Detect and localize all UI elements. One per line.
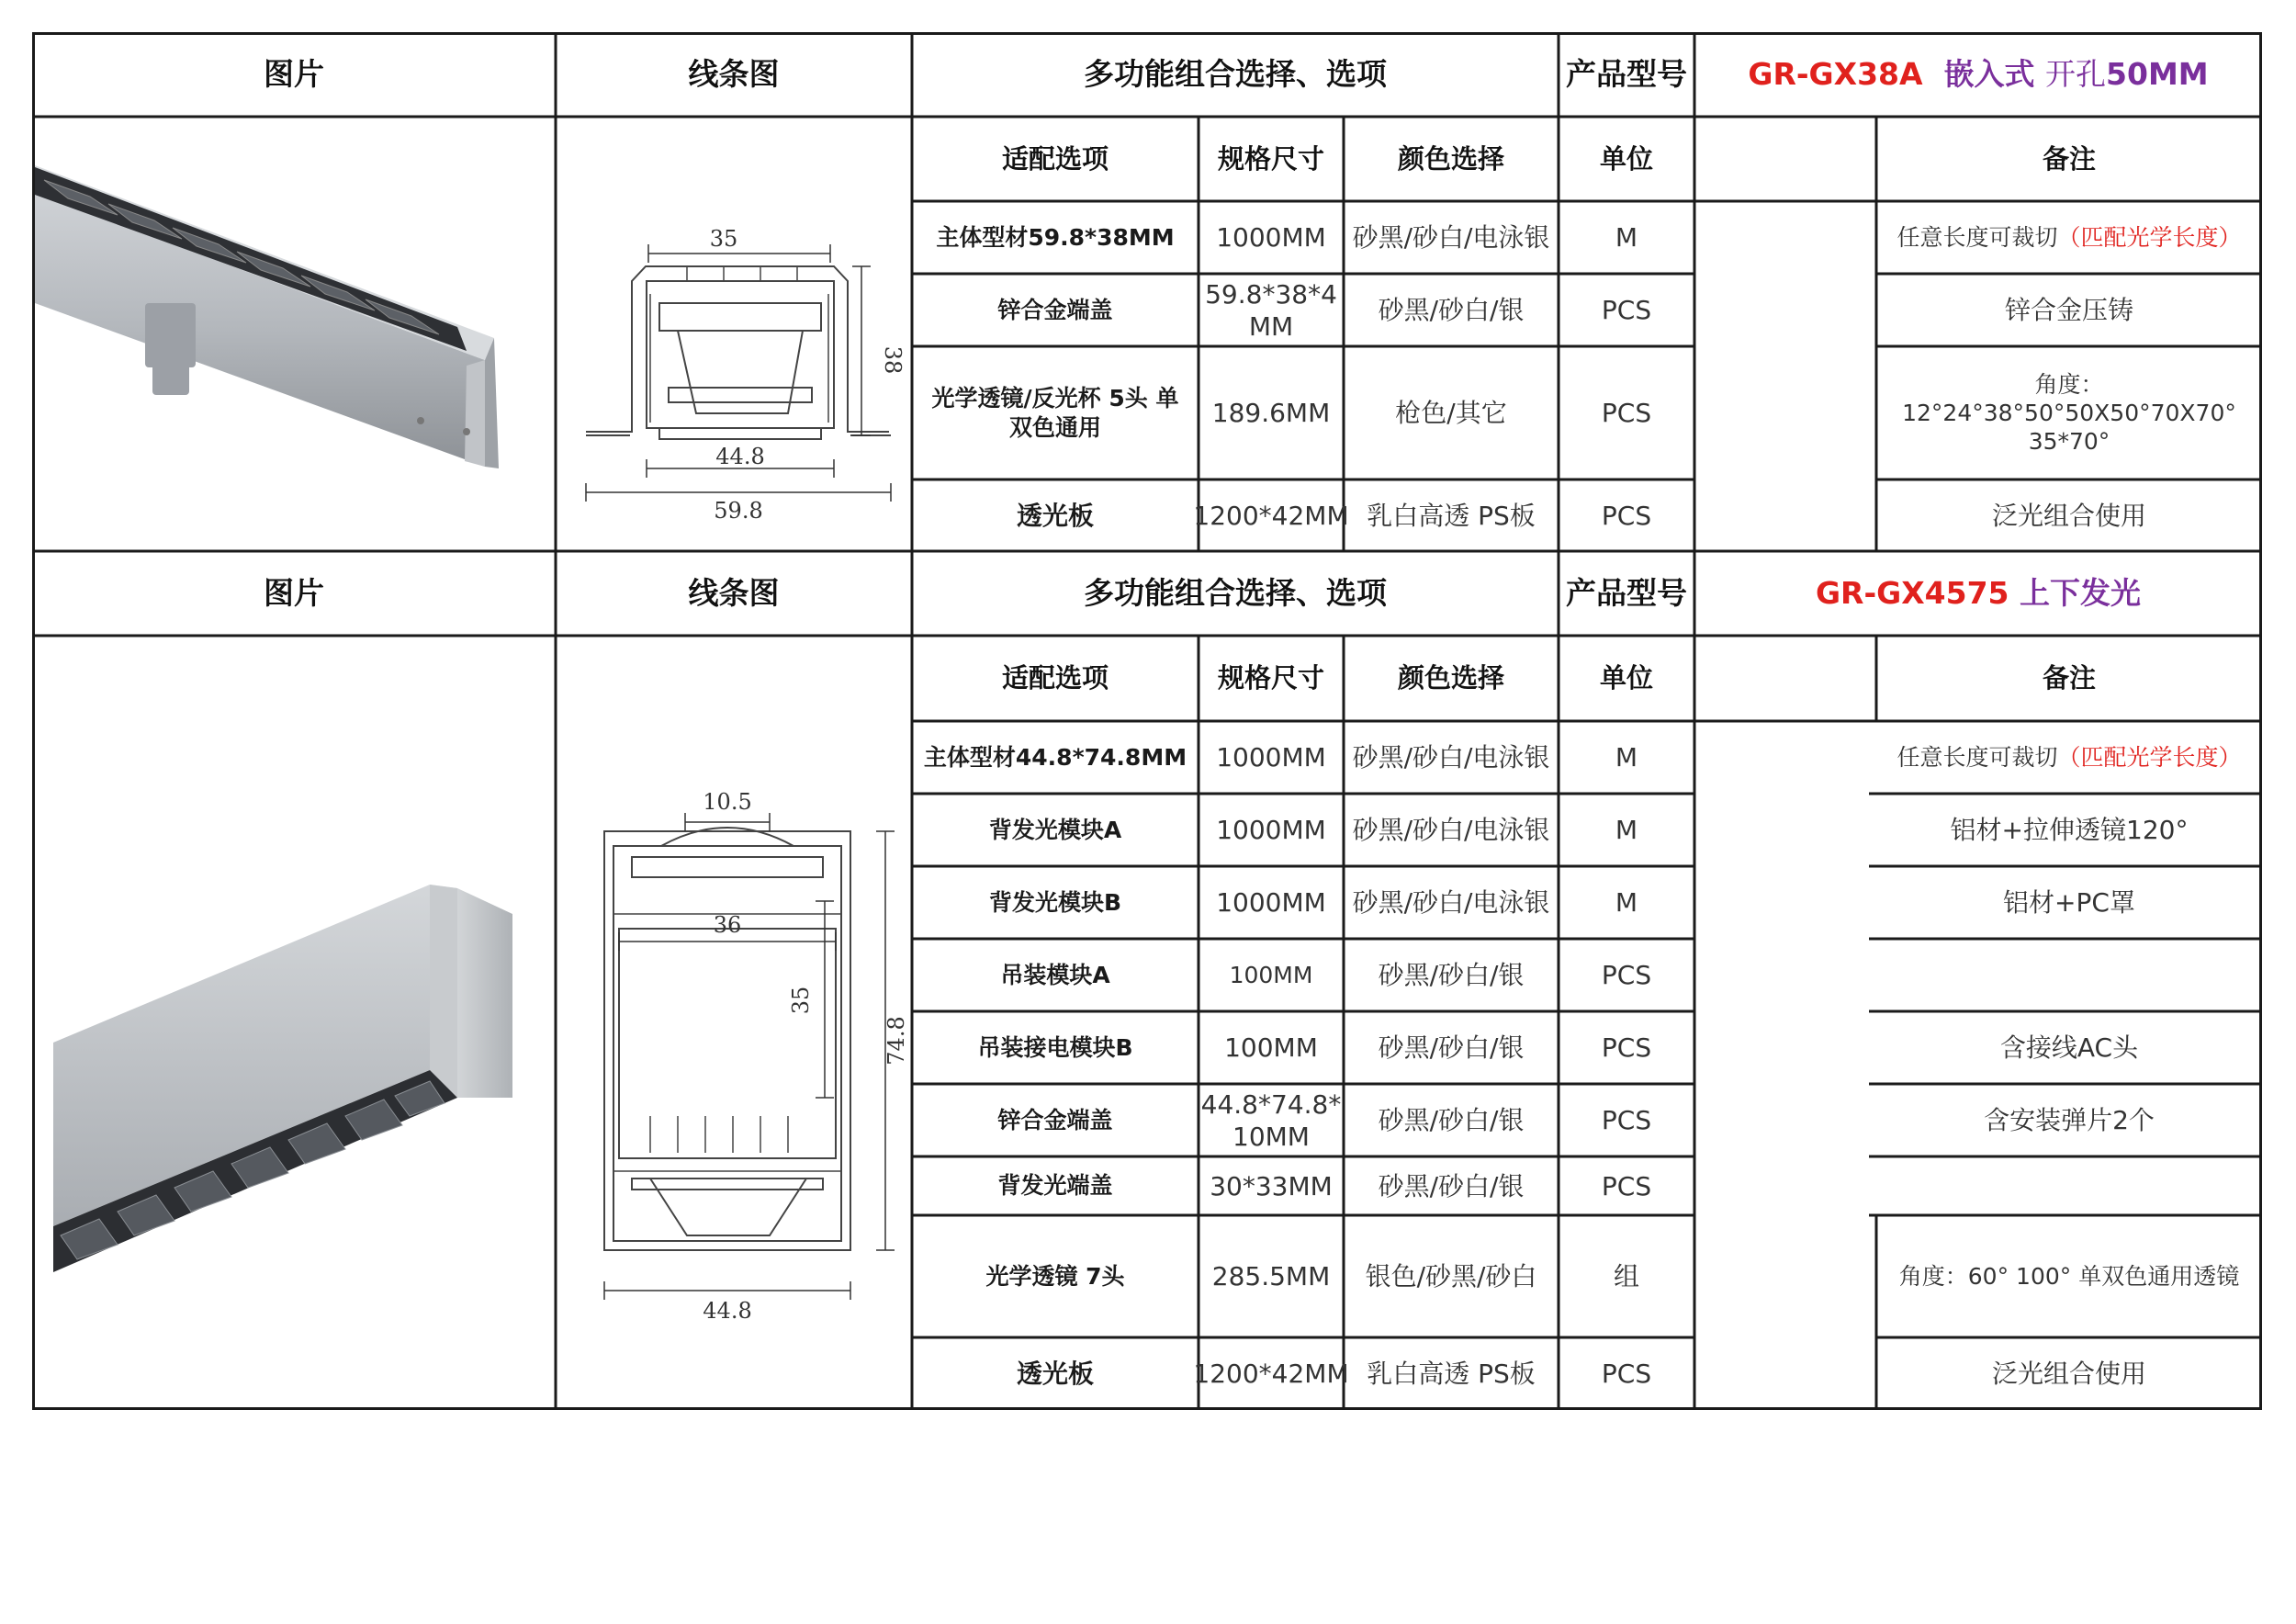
s2-row3-note: 铝材+PC罩 [2003, 887, 2135, 918]
col-color-2: 颜色选择 [1397, 662, 1504, 694]
col-size-2: 规格尺寸 [1217, 662, 1324, 694]
s1-row3-fit: 光学透镜/反光杯 5头 单双色通用 [931, 385, 1179, 441]
s1-row1-color: 砂黑/砂白/电泳银 [1352, 222, 1550, 253]
s1-row1-size: 1000MM [1216, 222, 1326, 253]
s2-row4-unit: PCS [1601, 960, 1652, 990]
s2-row8-size: 285.5MM [1211, 1261, 1331, 1291]
col-unit-1: 单位 [1599, 142, 1653, 175]
s2-row6-unit: PCS [1601, 1105, 1652, 1135]
s2-row9-fit: 透光板 [1016, 1359, 1094, 1389]
s1-row2-unit: PCS [1601, 295, 1652, 325]
model-code: GR-GX38A [1748, 56, 1923, 93]
col-unit-2: 单位 [1599, 662, 1653, 694]
model-title-2 [1694, 551, 2262, 636]
s2-row5-fit: 吊装接电模块B [977, 1033, 1133, 1061]
dim-top-2: 10.5 [703, 789, 752, 815]
header-options: 多功能组合选择、选项 [1084, 56, 1387, 93]
s2-row3-unit: M [1615, 887, 1638, 918]
s2-row2-note: 铝材+拉伸透镜120° [1950, 815, 2189, 845]
s2-row5-unit: PCS [1601, 1032, 1652, 1063]
s2-row9-color: 乳白高透 PS板 [1367, 1359, 1536, 1389]
s1-row3-note-a: 角度： [2034, 370, 2104, 398]
s2-row1-fit: 主体型材44.8*74.8MM [923, 743, 1187, 771]
s2-row6-color: 砂黑/砂白/银 [1378, 1105, 1525, 1135]
spec-sheet [32, 32, 2262, 1410]
s2-row5-color: 砂黑/砂白/银 [1378, 1032, 1525, 1063]
s1-row2-color: 砂黑/砂白/银 [1378, 295, 1525, 325]
s1-row3-unit: PCS [1601, 398, 1652, 428]
s2-row3-fit: 背发光模块B [988, 888, 1122, 916]
s2-row9-size: 1200*42MM [1193, 1359, 1349, 1389]
s2-row2-size: 1000MM [1216, 815, 1326, 845]
header-options-2: 多功能组合选择、选项 [1084, 575, 1387, 612]
s2-row9-unit: PCS [1601, 1359, 1652, 1389]
s1-row4-color: 乳白高透 PS板 [1367, 500, 1536, 531]
s1-row3-note-b: 12°24°38°50°50X50°70X70° [1902, 399, 2236, 426]
s2-row5-size: 100MM [1224, 1032, 1318, 1063]
dim-top: 35 [709, 226, 738, 252]
s2-row2-fit: 背发光模块A [988, 816, 1122, 843]
dim-height: 38 [880, 345, 906, 375]
s1-row3-color: 枪色/其它 [1395, 398, 1507, 428]
col-note-2: 备注 [2042, 662, 2096, 694]
header-image: 图片 [264, 56, 324, 93]
s2-row7-size: 30*33MM [1210, 1170, 1333, 1201]
s2-row1-note-red: （匹配光学长度） [2057, 743, 2242, 771]
s2-row8-fit: 光学透镜 7头 [985, 1262, 1125, 1290]
s2-row9-note: 泛光组合使用 [1991, 1359, 2146, 1389]
s1-row1-fit: 主体型材59.8*38MM [936, 223, 1175, 251]
s2-row4-color: 砂黑/砂白/银 [1378, 960, 1525, 990]
product-photo-2 [35, 638, 554, 1408]
s1-row3-size: 189.6MM [1211, 398, 1331, 428]
s1-row4-unit: PCS [1601, 500, 1652, 531]
header-drawing-2: 线条图 [688, 575, 780, 612]
product-photo-1 [35, 119, 554, 549]
s2-row1-note-text: 任意长度可裁切 [1896, 743, 2058, 771]
header-image-2: 图片 [264, 575, 324, 612]
s1-row1-note-text: 任意长度可裁切 [1896, 223, 2058, 251]
s2-row8-unit: 组 [1613, 1261, 1639, 1291]
s2-row7-fit: 背发光端盖 [997, 1172, 1113, 1200]
col-fit-2: 适配选项 [1001, 662, 1109, 694]
s2-row1-size: 1000MM [1216, 742, 1326, 773]
header-model-label-2: 产品型号 [1566, 575, 1687, 612]
line-drawing-1 [558, 119, 909, 549]
line-drawing-2 [558, 638, 909, 1408]
dim-inner: 44.8 [715, 444, 765, 469]
s2-row7-color: 砂黑/砂白/银 [1378, 1170, 1525, 1201]
header-model-label: 产品型号 [1566, 56, 1687, 93]
dim-inner-h: 35 [788, 986, 814, 1015]
s2-row2-color: 砂黑/砂白/电泳银 [1352, 815, 1550, 845]
s1-row2-note: 锌合金压铸 [2004, 295, 2133, 325]
s1-row3-note [1876, 346, 2262, 479]
s2-row6-fit: 锌合金端盖 [997, 1106, 1113, 1133]
s2-row1-note [1876, 721, 2262, 794]
s2-row7-note [1876, 1156, 2262, 1215]
s2-row6-note: 含安装弹片2个 [1984, 1105, 2155, 1135]
s1-row2-size: 59.8*38*4 MM [1205, 278, 1337, 342]
s2-row3-size: 1000MM [1216, 887, 1326, 918]
model-code-2: GR-GX4575 [1815, 575, 2009, 612]
s1-row4-size: 1200*42MM [1193, 500, 1349, 531]
dim-width-2: 44.8 [703, 1298, 752, 1324]
s1-row1-note-red: （匹配光学长度） [2057, 223, 2242, 251]
s1-row4-fit: 透光板 [1016, 500, 1094, 531]
s2-row8-color: 银色/砂黑/砂白 [1365, 1261, 1537, 1291]
s2-row3-color: 砂黑/砂白/电泳银 [1352, 887, 1550, 918]
dim-outer: 59.8 [714, 498, 763, 524]
s2-row8-note: 角度：60° 100° 单双色通用透镜 [1898, 1262, 2240, 1290]
dim-inner-w: 36 [713, 912, 742, 938]
header-drawing: 线条图 [688, 56, 780, 93]
s1-row3-note-c: 35*70° [2028, 428, 2110, 456]
s2-row1-color: 砂黑/砂白/电泳银 [1352, 742, 1550, 773]
s2-row1-unit: M [1615, 742, 1638, 773]
s2-row2-unit: M [1615, 815, 1638, 845]
s1-row4-note: 泛光组合使用 [1991, 500, 2146, 531]
col-fit-1: 适配选项 [1001, 142, 1109, 175]
model-type-2: 上下发光 [2020, 575, 2142, 612]
model-cut-size: 50MM [2106, 56, 2209, 93]
model-cut: 开孔 [2045, 56, 2107, 93]
s2-row6-size: 44.8*74.8* 10MM [1200, 1088, 1342, 1152]
dim-height-2: 74.8 [884, 1016, 909, 1066]
s1-row2-fit: 锌合金端盖 [997, 296, 1113, 323]
s2-row4-fit: 吊装模块A [1000, 961, 1110, 988]
s2-row5-note: 含接线AC头 [1999, 1032, 2139, 1063]
s2-row4-size: 100MM [1229, 961, 1313, 988]
col-size-1: 规格尺寸 [1217, 142, 1324, 175]
col-color-1: 颜色选择 [1397, 142, 1504, 175]
s1-row1-note [1876, 201, 2262, 274]
model-type: 嵌入式 [1943, 56, 2035, 93]
col-note-1: 备注 [2042, 142, 2096, 175]
model-title-1 [1694, 32, 2262, 117]
s2-row4-note [1876, 939, 2262, 1011]
s1-row1-unit: M [1615, 222, 1638, 253]
s2-row7-unit: PCS [1601, 1170, 1652, 1201]
